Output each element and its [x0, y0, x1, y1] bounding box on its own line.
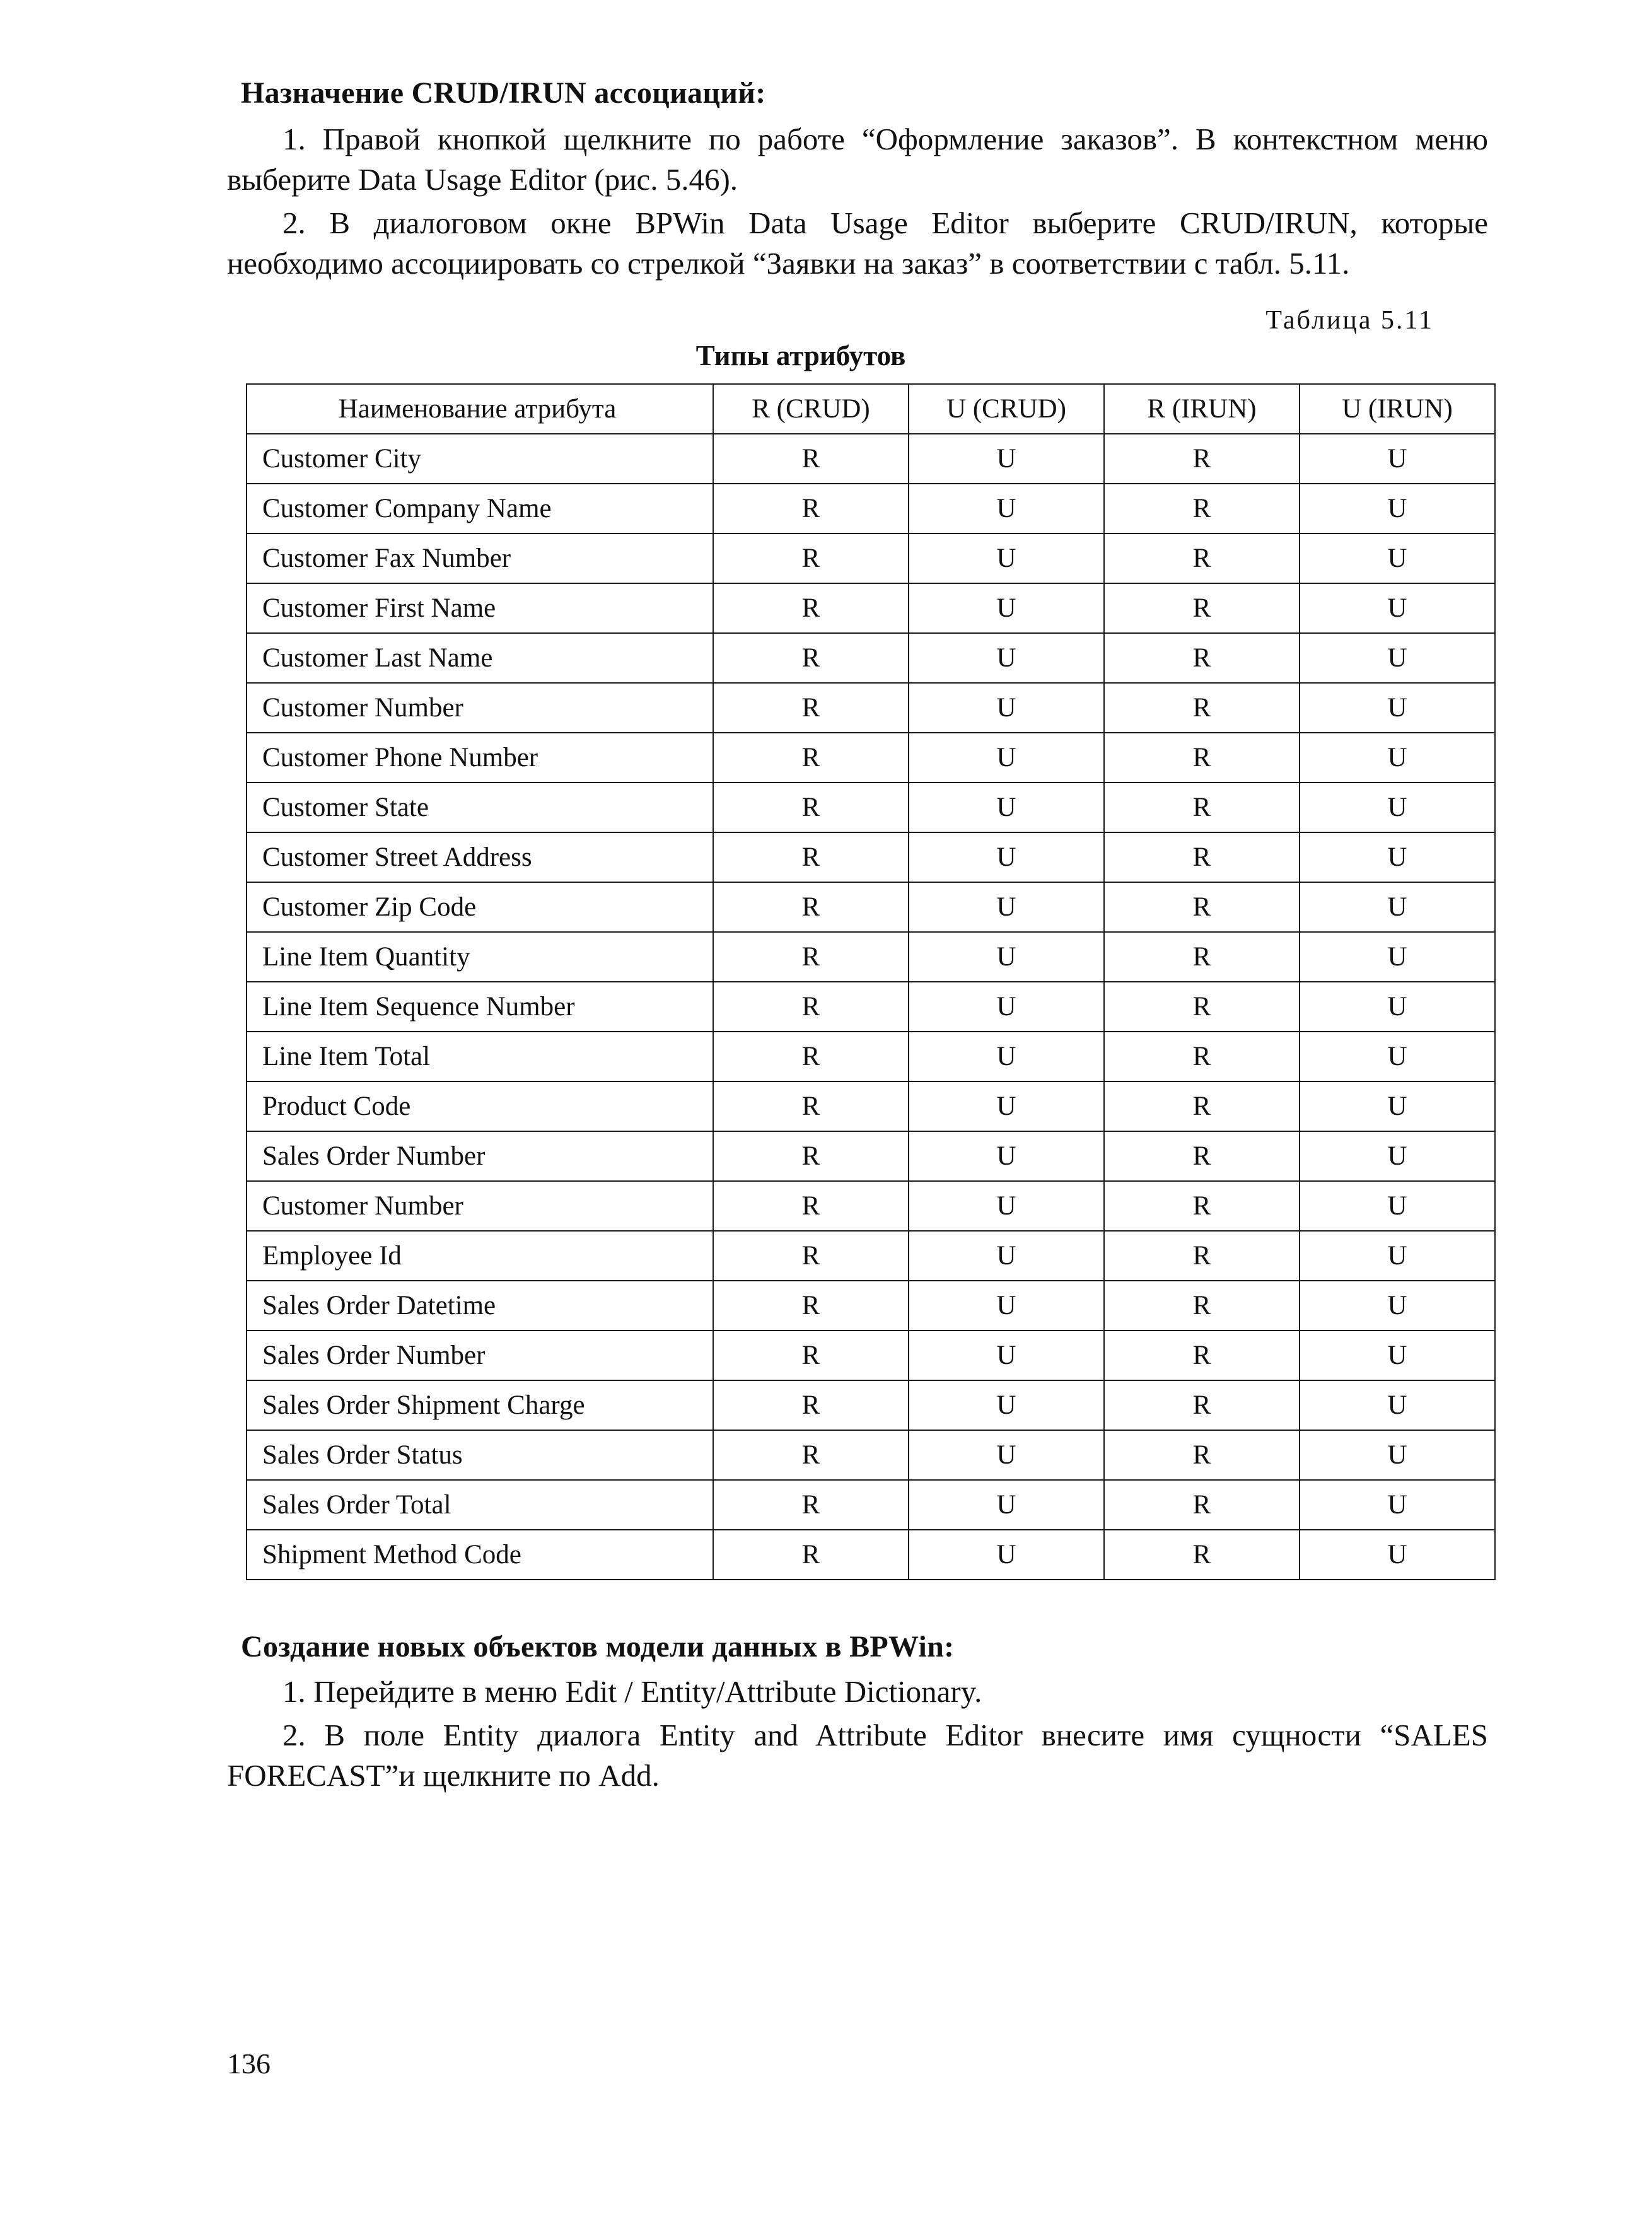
- cell-attribute-name: Sales Order Number: [247, 1131, 713, 1181]
- cell-r-crud: R: [713, 733, 909, 783]
- cell-u-irun: U: [1300, 583, 1495, 633]
- column-header-r-crud: R (CRUD): [713, 384, 909, 434]
- table-row: [247, 583, 1495, 633]
- cell-attribute-name: Sales Order Number: [247, 1331, 713, 1380]
- cell-u-irun: U: [1300, 1331, 1495, 1380]
- cell-r-irun: R: [1104, 683, 1300, 733]
- cell-attribute-name: Customer Fax Number: [247, 533, 713, 583]
- cell-u-irun: U: [1300, 783, 1495, 832]
- cell-u-crud: U: [909, 832, 1104, 882]
- cell-attribute-name: Shipment Method Code: [247, 1530, 713, 1580]
- cell-r-crud: R: [713, 434, 909, 484]
- bottom-paragraph-2: 2. В поле Entity диалога Entity and Attribute Editor внесите имя сущности “SALES FORECAST”и щелкните по Add.: [227, 1718, 1488, 1793]
- cell-r-irun: R: [1104, 583, 1300, 633]
- cell-attribute-name: Sales Order Datetime: [247, 1281, 713, 1331]
- cell-r-irun: R: [1104, 882, 1300, 932]
- table-row: [247, 1081, 1495, 1131]
- table-row: [247, 1480, 1495, 1530]
- cell-attribute-name: Employee Id: [247, 1231, 713, 1281]
- cell-attribute-name: Customer City: [247, 434, 713, 484]
- cell-r-crud: R: [713, 533, 909, 583]
- cell-r-crud: R: [713, 633, 909, 683]
- cell-u-irun: U: [1300, 1081, 1495, 1131]
- cell-attribute-name: Customer Last Name: [247, 633, 713, 683]
- cell-attribute-name: Line Item Sequence Number: [247, 982, 713, 1032]
- table-row: [247, 1380, 1495, 1430]
- cell-attribute-name: Customer Number: [247, 1181, 713, 1231]
- cell-u-irun: U: [1300, 733, 1495, 783]
- cell-r-crud: R: [713, 832, 909, 882]
- cell-r-crud: R: [713, 1181, 909, 1231]
- cell-attribute-name: Line Item Quantity: [247, 932, 713, 982]
- cell-r-crud: R: [713, 882, 909, 932]
- cell-r-irun: R: [1104, 1530, 1300, 1580]
- cell-u-irun: U: [1300, 1430, 1495, 1480]
- cell-u-crud: U: [909, 1430, 1104, 1480]
- cell-r-crud: R: [713, 484, 909, 533]
- cell-u-crud: U: [909, 683, 1104, 733]
- column-header-r-irun: R (IRUN): [1104, 384, 1300, 434]
- cell-attribute-name: Customer Street Address: [247, 832, 713, 882]
- cell-u-irun: U: [1300, 533, 1495, 583]
- cell-r-irun: R: [1104, 1380, 1300, 1430]
- cell-u-irun: U: [1300, 633, 1495, 683]
- section-heading-new-objects: Создание новых объектов модели данных в BPWin:: [241, 1629, 955, 1663]
- cell-u-irun: U: [1300, 434, 1495, 484]
- cell-r-crud: R: [713, 982, 909, 1032]
- cell-u-crud: U: [909, 1131, 1104, 1181]
- bottom-paragraph-1: 1. Перейдите в меню Edit / Entity/Attribute Dictionary.: [282, 1674, 982, 1709]
- cell-r-irun: R: [1104, 484, 1300, 533]
- cell-u-irun: U: [1300, 1231, 1495, 1281]
- cell-attribute-name: Customer Number: [247, 683, 713, 733]
- table-row: [247, 1430, 1495, 1480]
- cell-r-crud: R: [713, 1530, 909, 1580]
- cell-u-crud: U: [909, 1281, 1104, 1331]
- cell-u-crud: U: [909, 533, 1104, 583]
- table-header-row: [247, 384, 1495, 434]
- paragraph-2: 2. В диалоговом окне BPWin Data Usage Editor выберите CRUD/IRUN, которые необходимо ассоциировать со стрелкой “Заявки на заказ” в соответствии с табл. 5.11.: [227, 206, 1488, 281]
- cell-attribute-name: Sales Order Status: [247, 1430, 713, 1480]
- cell-u-irun: U: [1300, 1480, 1495, 1530]
- cell-u-crud: U: [909, 1032, 1104, 1081]
- cell-u-irun: U: [1300, 982, 1495, 1032]
- table-row: [247, 932, 1495, 982]
- cell-u-irun: U: [1300, 882, 1495, 932]
- cell-u-crud: U: [909, 484, 1104, 533]
- page-number: 136: [227, 2047, 270, 2080]
- cell-r-irun: R: [1104, 1131, 1300, 1181]
- cell-u-crud: U: [909, 982, 1104, 1032]
- table-row: [247, 533, 1495, 583]
- table-row: [247, 484, 1495, 533]
- cell-r-irun: R: [1104, 1231, 1300, 1281]
- table-row: [247, 1530, 1495, 1580]
- cell-u-irun: U: [1300, 1530, 1495, 1580]
- cell-r-crud: R: [713, 1430, 909, 1480]
- cell-u-irun: U: [1300, 1380, 1495, 1430]
- table-row: [247, 1331, 1495, 1380]
- cell-r-irun: R: [1104, 783, 1300, 832]
- cell-u-crud: U: [909, 633, 1104, 683]
- cell-attribute-name: Product Code: [247, 1081, 713, 1131]
- cell-attribute-name: Customer Zip Code: [247, 882, 713, 932]
- cell-attribute-name: Sales Order Total: [247, 1480, 713, 1530]
- cell-r-irun: R: [1104, 832, 1300, 882]
- table-row: [247, 783, 1495, 832]
- cell-u-irun: U: [1300, 1131, 1495, 1181]
- cell-attribute-name: Sales Order Shipment Charge: [247, 1380, 713, 1430]
- cell-attribute-name: Customer State: [247, 783, 713, 832]
- table-caption: Таблица 5.11: [1265, 305, 1434, 335]
- cell-u-crud: U: [909, 1480, 1104, 1530]
- bottom-section: [227, 1629, 1488, 1796]
- table-row: [247, 1231, 1495, 1281]
- cell-attribute-name: Line Item Total: [247, 1032, 713, 1081]
- table-row: [247, 1181, 1495, 1231]
- cell-u-crud: U: [909, 1530, 1104, 1580]
- cell-r-crud: R: [713, 1032, 909, 1081]
- cell-r-crud: R: [713, 1380, 909, 1430]
- cell-r-irun: R: [1104, 434, 1300, 484]
- cell-r-crud: R: [713, 1231, 909, 1281]
- cell-u-crud: U: [909, 733, 1104, 783]
- cell-r-irun: R: [1104, 932, 1300, 982]
- table-row: [247, 832, 1495, 882]
- paragraph-1: 1. Правой кнопкой щелкните по работе “Оформление заказов”. В контекстном меню выберите Data Usage Editor (рис. 5.46).: [227, 122, 1488, 197]
- column-header-attribute-name: Наименование атрибута: [247, 384, 713, 434]
- table-body: [247, 434, 1495, 1580]
- cell-r-crud: R: [713, 783, 909, 832]
- cell-r-irun: R: [1104, 633, 1300, 683]
- cell-u-crud: U: [909, 1081, 1104, 1131]
- cell-u-irun: U: [1300, 683, 1495, 733]
- cell-u-crud: U: [909, 1231, 1104, 1281]
- cell-u-crud: U: [909, 583, 1104, 633]
- section-heading-crud: Назначение CRUD/IRUN ассоциаций:: [241, 76, 766, 110]
- cell-u-irun: U: [1300, 932, 1495, 982]
- table-row: [247, 683, 1495, 733]
- cell-r-irun: R: [1104, 1331, 1300, 1380]
- column-header-u-crud: U (CRUD): [909, 384, 1104, 434]
- cell-u-irun: U: [1300, 1032, 1495, 1081]
- cell-r-irun: R: [1104, 533, 1300, 583]
- cell-attribute-name: Customer Company Name: [247, 484, 713, 533]
- cell-r-crud: R: [713, 1331, 909, 1380]
- table-row: [247, 1281, 1495, 1331]
- column-header-u-irun: U (IRUN): [1300, 384, 1495, 434]
- cell-u-crud: U: [909, 1331, 1104, 1380]
- cell-u-crud: U: [909, 1181, 1104, 1231]
- cell-r-crud: R: [713, 683, 909, 733]
- cell-r-irun: R: [1104, 1480, 1300, 1530]
- cell-u-irun: U: [1300, 832, 1495, 882]
- cell-r-crud: R: [713, 932, 909, 982]
- cell-r-irun: R: [1104, 733, 1300, 783]
- cell-u-crud: U: [909, 434, 1104, 484]
- table-row: [247, 882, 1495, 932]
- table-row: [247, 982, 1495, 1032]
- table-title: Типы атрибутов: [695, 339, 906, 371]
- cell-u-crud: U: [909, 783, 1104, 832]
- cell-r-crud: R: [713, 583, 909, 633]
- table-row: [247, 434, 1495, 484]
- cell-u-irun: U: [1300, 484, 1495, 533]
- cell-r-crud: R: [713, 1081, 909, 1131]
- cell-attribute-name: Customer Phone Number: [247, 733, 713, 783]
- table-row: [247, 1131, 1495, 1181]
- cell-u-irun: U: [1300, 1181, 1495, 1231]
- cell-u-crud: U: [909, 882, 1104, 932]
- cell-r-crud: R: [713, 1480, 909, 1530]
- cell-r-irun: R: [1104, 1032, 1300, 1081]
- cell-r-irun: R: [1104, 1281, 1300, 1331]
- cell-r-irun: R: [1104, 1430, 1300, 1480]
- attribute-types-table: [246, 383, 1496, 1580]
- cell-attribute-name: Customer First Name: [247, 583, 713, 633]
- table-row: [247, 633, 1495, 683]
- cell-r-irun: R: [1104, 1181, 1300, 1231]
- table-row: [247, 1032, 1495, 1081]
- cell-r-crud: R: [713, 1131, 909, 1181]
- cell-u-irun: U: [1300, 1281, 1495, 1331]
- cell-r-crud: R: [713, 1281, 909, 1331]
- cell-r-irun: R: [1104, 1081, 1300, 1131]
- cell-u-crud: U: [909, 932, 1104, 982]
- table-row: [247, 733, 1495, 783]
- cell-u-crud: U: [909, 1380, 1104, 1430]
- cell-r-irun: R: [1104, 982, 1300, 1032]
